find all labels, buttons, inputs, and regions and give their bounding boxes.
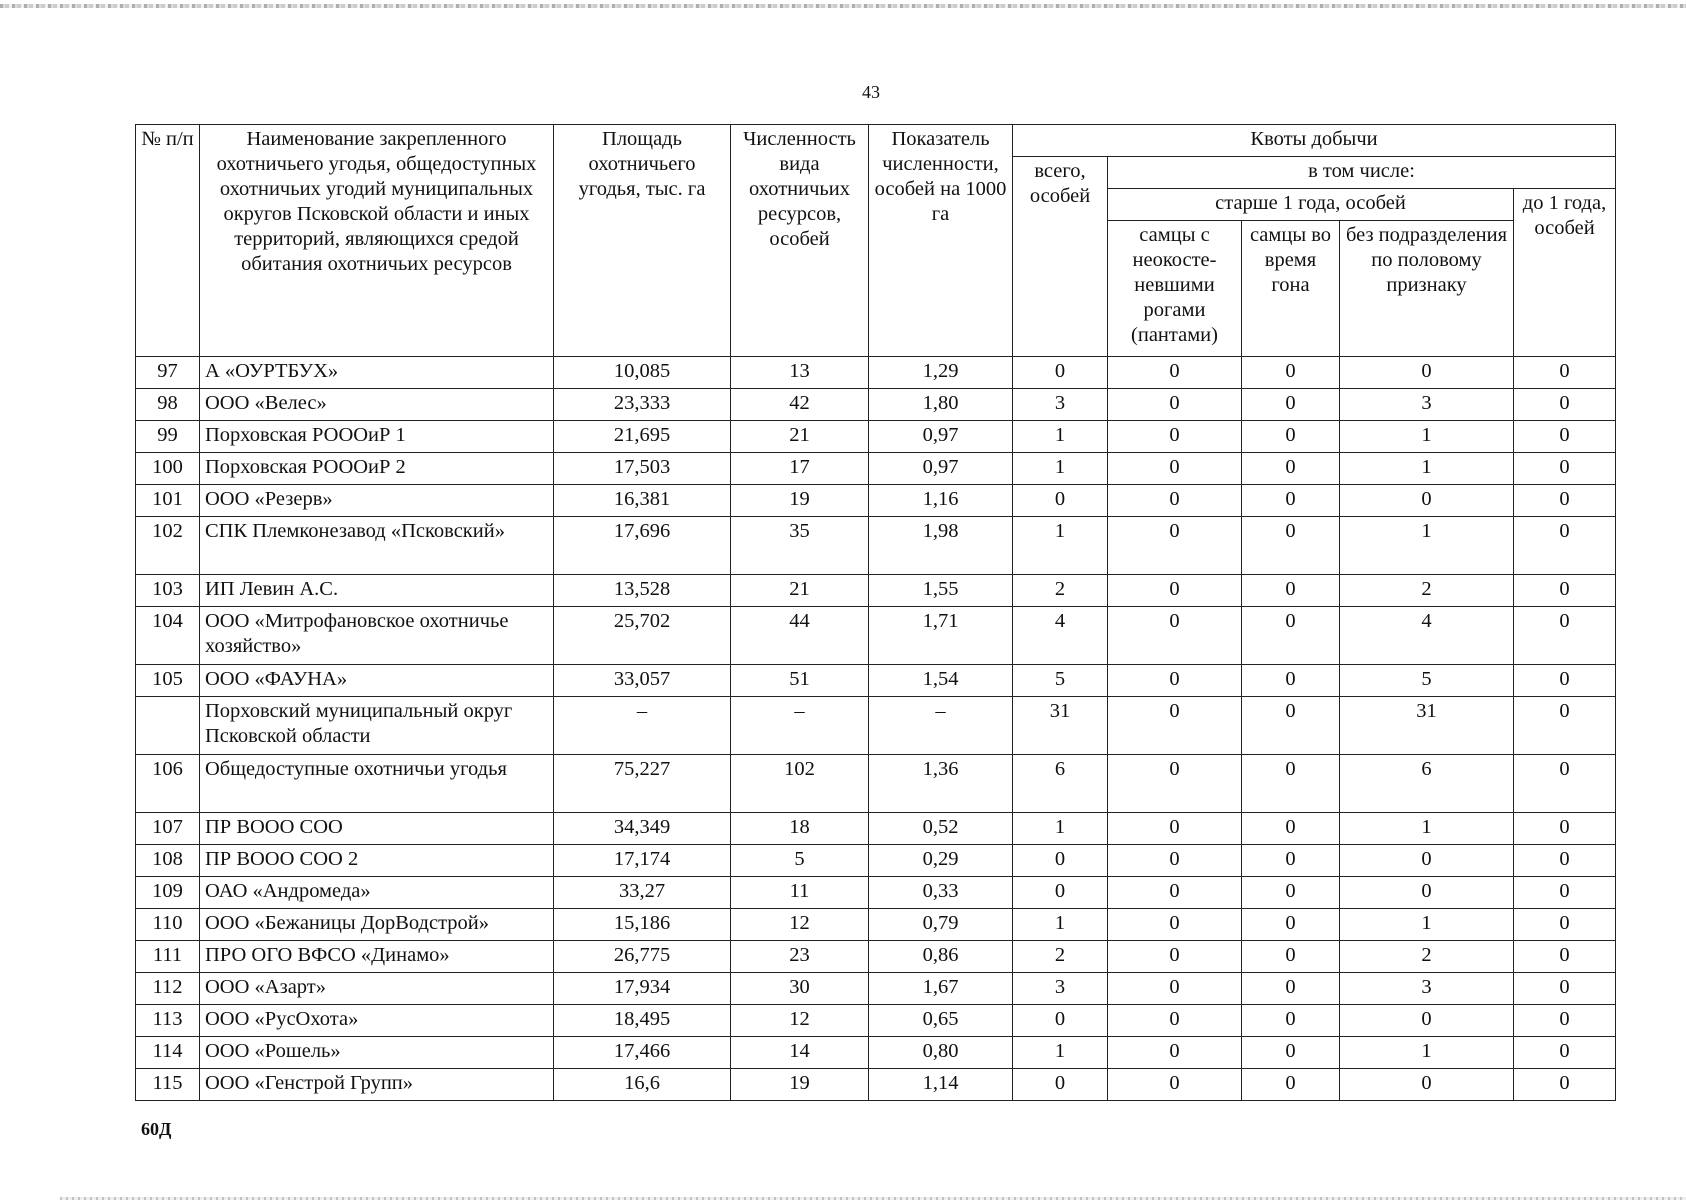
cell-num: 100 [136,453,200,485]
cell-name: ООО «Бежаницы ДорВодстрой» [200,909,554,941]
cell-rut: 0 [1242,517,1340,575]
cell-nosex: 1 [1340,813,1514,845]
cell-num: 98 [136,389,200,421]
cell-name: ООО «Велес» [200,389,554,421]
cell-area: 75,227 [554,755,731,813]
cell-rut: 0 [1242,973,1340,1005]
cell-num: 108 [136,845,200,877]
cell-nosex: 0 [1340,1005,1514,1037]
cell-total: 1 [1013,421,1108,453]
cell-under1: 0 [1514,421,1616,453]
table-row [136,421,1616,453]
cell-index: 0,97 [869,453,1013,485]
cell-population: 18 [731,813,869,845]
cell-name: ООО «Рошель» [200,1037,554,1069]
table-row [136,1069,1616,1101]
cell-index: 0,97 [869,421,1013,453]
table-row [136,697,1616,755]
header-older: старше 1 года, особей [1108,189,1514,221]
cell-total: 3 [1013,389,1108,421]
table-row [136,877,1616,909]
cell-antlers: 0 [1108,485,1242,517]
cell-rut: 0 [1242,755,1340,813]
cell-nosex: 0 [1340,485,1514,517]
cell-rut: 0 [1242,813,1340,845]
cell-nosex: 1 [1340,909,1514,941]
cell-area: 18,495 [554,1005,731,1037]
cell-total: 0 [1013,357,1108,389]
cell-under1: 0 [1514,453,1616,485]
cell-rut: 0 [1242,1037,1340,1069]
cell-area: 17,503 [554,453,731,485]
cell-nosex: 3 [1340,389,1514,421]
cell-rut: 0 [1242,607,1340,665]
cell-num: 106 [136,755,200,813]
cell-antlers: 0 [1108,941,1242,973]
cell-under1: 0 [1514,1037,1616,1069]
cell-antlers: 0 [1108,665,1242,697]
cell-total: 1 [1013,1037,1108,1069]
cell-name: ПР ВООО СОО 2 [200,845,554,877]
page-number: 43 [862,82,880,102]
cell-antlers: 0 [1108,697,1242,755]
cell-population: 19 [731,485,869,517]
table-row [136,453,1616,485]
table-row [136,1037,1616,1069]
cell-name: ООО «ФАУНА» [200,665,554,697]
cell-nosex: 2 [1340,941,1514,973]
cell-antlers: 0 [1108,845,1242,877]
cell-population: 11 [731,877,869,909]
cell-nosex: 1 [1340,517,1514,575]
header-antlers: самцы с неокосте-невшими рогами (пантами) [1108,221,1242,357]
cell-name: ООО «Генстрой Групп» [200,1069,554,1101]
cell-antlers: 0 [1108,389,1242,421]
cell-under1: 0 [1514,1005,1616,1037]
cell-area: 33,27 [554,877,731,909]
cell-under1: 0 [1514,1069,1616,1101]
cell-under1: 0 [1514,755,1616,813]
cell-index: 1,29 [869,357,1013,389]
cell-area: 10,085 [554,357,731,389]
cell-rut: 0 [1242,845,1340,877]
cell-population: 5 [731,845,869,877]
footer-code: 60Д [141,1119,172,1139]
cell-area: 26,775 [554,941,731,973]
table-row [136,485,1616,517]
header-num: № п/п [136,125,200,357]
table-row [136,575,1616,607]
cell-area: 17,696 [554,517,731,575]
cell-nosex: 0 [1340,357,1514,389]
cell-under1: 0 [1514,973,1616,1005]
cell-index: 0,33 [869,877,1013,909]
cell-population: – [731,697,869,755]
cell-antlers: 0 [1108,1069,1242,1101]
cell-population: 21 [731,421,869,453]
cell-under1: 0 [1514,665,1616,697]
scan-edge-top [0,4,1686,8]
cell-name: ПРО ОГО ВФСО «Динамо» [200,941,554,973]
cell-num: 111 [136,941,200,973]
cell-rut: 0 [1242,485,1340,517]
table-row [136,1005,1616,1037]
table-row [136,909,1616,941]
cell-population: 30 [731,973,869,1005]
cell-num: 115 [136,1069,200,1101]
cell-area: 16,6 [554,1069,731,1101]
cell-index: 1,71 [869,607,1013,665]
cell-population: 19 [731,1069,869,1101]
cell-name: ИП Левин А.С. [200,575,554,607]
cell-total: 0 [1013,877,1108,909]
cell-total: 1 [1013,813,1108,845]
cell-index: 1,55 [869,575,1013,607]
cell-nosex: 1 [1340,1037,1514,1069]
cell-antlers: 0 [1108,607,1242,665]
header-rut: самцы во время гона [1242,221,1340,357]
cell-name: А «ОУРТБУХ» [200,357,554,389]
cell-antlers: 0 [1108,877,1242,909]
cell-index: 1,98 [869,517,1013,575]
cell-under1: 0 [1514,845,1616,877]
cell-rut: 0 [1242,421,1340,453]
cell-area: 17,934 [554,973,731,1005]
cell-population: 12 [731,1005,869,1037]
cell-num: 97 [136,357,200,389]
cell-under1: 0 [1514,941,1616,973]
cell-total: 4 [1013,607,1108,665]
cell-total: 2 [1013,575,1108,607]
cell-total: 6 [1013,755,1108,813]
cell-under1: 0 [1514,485,1616,517]
cell-rut: 0 [1242,575,1340,607]
table-row [136,357,1616,389]
cell-area: 17,174 [554,845,731,877]
cell-num: 112 [136,973,200,1005]
cell-index: 0,79 [869,909,1013,941]
cell-population: 12 [731,909,869,941]
cell-total: 1 [1013,453,1108,485]
cell-total: 5 [1013,665,1108,697]
cell-name: Общедоступные охотничьи угодья [200,755,554,813]
cell-nosex: 2 [1340,575,1514,607]
cell-index: 0,65 [869,1005,1013,1037]
table-row [136,517,1616,575]
cell-num: 113 [136,1005,200,1037]
cell-area: 23,333 [554,389,731,421]
cell-under1: 0 [1514,697,1616,755]
cell-rut: 0 [1242,453,1340,485]
header-nosex: без подразделения по половому признаку [1340,221,1514,357]
cell-name: ООО «Резерв» [200,485,554,517]
cell-num: 107 [136,813,200,845]
cell-population: 35 [731,517,869,575]
table-row [136,755,1616,813]
cell-total: 31 [1013,697,1108,755]
cell-name: ООО «Азарт» [200,973,554,1005]
header-area: Площадь охотничьего угодья, тыс. га [554,125,731,357]
cell-nosex: 3 [1340,973,1514,1005]
cell-total: 0 [1013,845,1108,877]
cell-nosex: 1 [1340,453,1514,485]
cell-index: 1,54 [869,665,1013,697]
cell-antlers: 0 [1108,755,1242,813]
cell-num: 103 [136,575,200,607]
cell-num: 101 [136,485,200,517]
table-row [136,389,1616,421]
cell-num: 105 [136,665,200,697]
cell-under1: 0 [1514,517,1616,575]
cell-name: ООО «Митрофановское охотничье хозяйство» [200,607,554,665]
cell-area: 21,695 [554,421,731,453]
cell-under1: 0 [1514,575,1616,607]
cell-nosex: 0 [1340,845,1514,877]
cell-name: ОАО «Андромеда» [200,877,554,909]
cell-area: 17,466 [554,1037,731,1069]
cell-num: 102 [136,517,200,575]
cell-name: ПР ВООО СОО [200,813,554,845]
cell-nosex: 6 [1340,755,1514,813]
cell-index: 0,52 [869,813,1013,845]
cell-under1: 0 [1514,357,1616,389]
cell-population: 13 [731,357,869,389]
cell-area: – [554,697,731,755]
cell-rut: 0 [1242,909,1340,941]
header-population: Численность вида охотничьих ресурсов, особей [731,125,869,357]
cell-under1: 0 [1514,909,1616,941]
cell-num [136,697,200,755]
cell-under1: 0 [1514,389,1616,421]
cell-rut: 0 [1242,357,1340,389]
cell-antlers: 0 [1108,813,1242,845]
cell-rut: 0 [1242,877,1340,909]
table-header [136,125,1616,357]
header-index: Показатель численности, особей на 1000 га [869,125,1013,357]
cell-index: 1,14 [869,1069,1013,1101]
cell-antlers: 0 [1108,1037,1242,1069]
header-name: Наименование закрепленного охотничьего угодья, общедоступных охотничьих угодий муниципальных округов Псковской области и иных территорий, являющихся средой обитания охотничьих ресурсов [200,125,554,357]
cell-index: – [869,697,1013,755]
cell-antlers: 0 [1108,357,1242,389]
cell-antlers: 0 [1108,1005,1242,1037]
cell-index: 1,80 [869,389,1013,421]
cell-index: 0,29 [869,845,1013,877]
cell-name: ООО «РусОхота» [200,1005,554,1037]
cell-num: 110 [136,909,200,941]
cell-nosex: 0 [1340,1069,1514,1101]
table-row [136,941,1616,973]
cell-under1: 0 [1514,607,1616,665]
cell-rut: 0 [1242,1005,1340,1037]
cell-population: 42 [731,389,869,421]
cell-index: 0,80 [869,1037,1013,1069]
cell-rut: 0 [1242,941,1340,973]
cell-population: 17 [731,453,869,485]
cell-area: 34,349 [554,813,731,845]
cell-area: 25,702 [554,607,731,665]
cell-name: Порховский муниципальный округ Псковской области [200,697,554,755]
table-row [136,813,1616,845]
cell-area: 15,186 [554,909,731,941]
cell-total: 1 [1013,517,1108,575]
cell-name: СПК Племконезавод «Псковский» [200,517,554,575]
cell-area: 16,381 [554,485,731,517]
cell-name: Порховская РОООиР 1 [200,421,554,453]
cell-total: 2 [1013,941,1108,973]
cell-antlers: 0 [1108,453,1242,485]
table-row [136,973,1616,1005]
cell-name: Порховская РОООиР 2 [200,453,554,485]
cell-num: 99 [136,421,200,453]
cell-antlers: 0 [1108,973,1242,1005]
cell-under1: 0 [1514,877,1616,909]
cell-rut: 0 [1242,665,1340,697]
table-row [136,607,1616,665]
cell-index: 1,16 [869,485,1013,517]
cell-area: 13,528 [554,575,731,607]
cell-nosex: 4 [1340,607,1514,665]
cell-population: 23 [731,941,869,973]
cell-population: 44 [731,607,869,665]
cell-total: 0 [1013,485,1108,517]
cell-antlers: 0 [1108,575,1242,607]
cell-antlers: 0 [1108,517,1242,575]
cell-rut: 0 [1242,697,1340,755]
cell-total: 0 [1013,1069,1108,1101]
table-body [136,357,1616,1101]
table-row [136,845,1616,877]
cell-num: 114 [136,1037,200,1069]
cell-num: 109 [136,877,200,909]
header-under1: до 1 года, особей [1514,189,1616,357]
cell-index: 0,86 [869,941,1013,973]
cell-population: 14 [731,1037,869,1069]
table-row [136,665,1616,697]
cell-nosex: 5 [1340,665,1514,697]
cell-area: 33,057 [554,665,731,697]
cell-under1: 0 [1514,813,1616,845]
cell-nosex: 1 [1340,421,1514,453]
cell-total: 3 [1013,973,1108,1005]
cell-total: 1 [1013,909,1108,941]
cell-population: 51 [731,665,869,697]
cell-population: 102 [731,755,869,813]
cell-index: 1,36 [869,755,1013,813]
quota-table [135,124,1616,1101]
cell-antlers: 0 [1108,909,1242,941]
cell-antlers: 0 [1108,421,1242,453]
cell-nosex: 0 [1340,877,1514,909]
cell-num: 104 [136,607,200,665]
cell-population: 21 [731,575,869,607]
cell-nosex: 31 [1340,697,1514,755]
cell-total: 0 [1013,1005,1108,1037]
cell-index: 1,67 [869,973,1013,1005]
header-total: всего, особей [1013,157,1108,357]
cell-rut: 0 [1242,389,1340,421]
header-including: в том числе: [1108,157,1616,189]
cell-rut: 0 [1242,1069,1340,1101]
header-quota-group: Квоты добычи [1013,125,1616,157]
